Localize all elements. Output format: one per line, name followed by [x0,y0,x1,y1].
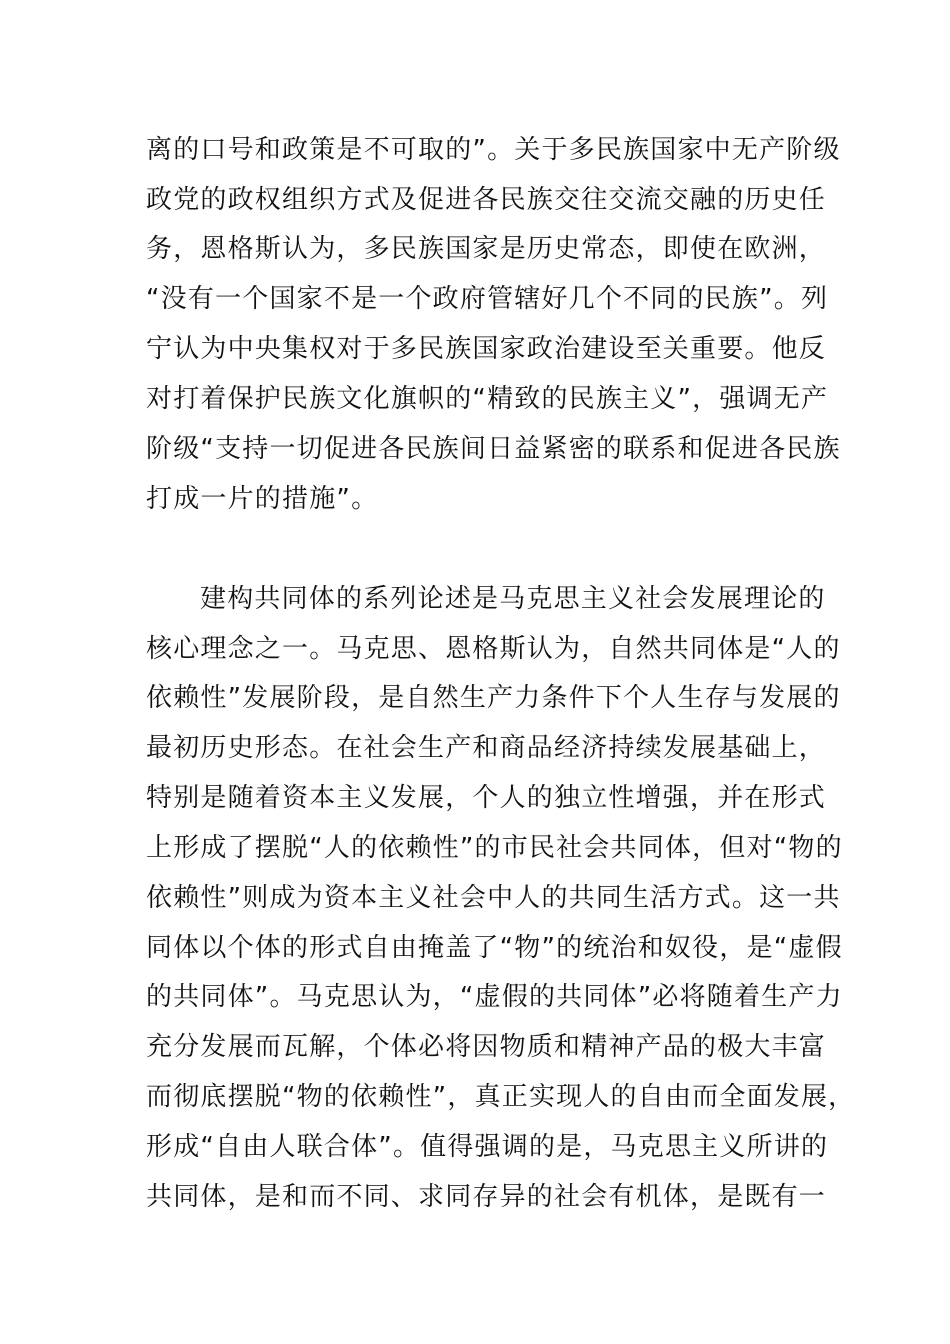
text-line: 建构共同体的系列论述是马克思主义社会发展理论的 [200,584,826,614]
text-line: 共同体，是和而不同、求同存异的社会有机体，是既有一 [146,1182,827,1212]
text-line: 离的口号和政策是不可取的”。关于多民族国家中无产阶级 [146,135,841,165]
text-line: 阶级“支持一切促进各民族间日益紧密的联系和促进各民族 [146,434,841,464]
text-line: “没有一个国家不是一个政府管辖好几个不同的民族”。列 [146,284,829,314]
text-line: 的共同体”。马克思认为，“虚假的共同体”必将随着生产力 [146,982,843,1012]
text-line: 特别是随着资本主义发展，个人的独立性增强，并在形式 [146,783,827,813]
text-line: 对打着保护民族文化旗帜的“精致的民族主义”，强调无产 [146,384,829,414]
text-line: 最初历史形态。在社会生产和商品经济持续发展基础上， [146,733,827,763]
text-line: 同体以个体的形式自由掩盖了“物”的统治和奴役，是“虚假 [146,933,843,963]
text-line: 核心理念之一。马克思、恩格斯认为，自然共同体是“人的 [146,634,841,664]
text-line: 充分发展而瓦解，个体必将因物质和精神产品的极大丰富 [146,1032,827,1062]
text-line: 务，恩格斯认为，多民族国家是历史常态，即使在欧洲， [146,234,827,264]
text-line: 形成“自由人联合体”。值得强调的是，马克思主义所讲的 [146,1132,829,1162]
text-line: 依赖性”则成为资本主义社会中人的共同生活方式。这一共 [146,883,841,913]
text-line: 宁认为中央集权对于多民族国家政治建设至关重要。他反 [146,334,827,364]
text-line: 依赖性”发展阶段，是自然生产力条件下个人生存与发展的 [146,683,841,713]
text-line: 上形成了摆脱“人的依赖性”的市民社会共同体，但对“物的 [146,833,843,863]
text-line: 政党的政权组织方式及促进各民族交往交流交融的历史任 [146,185,827,215]
text-line: 打成一片的措施”。 [146,484,379,514]
text-line: 而彻底摆脱“物的依赖性”，真正实现人的自由而全面发展， [146,1082,856,1112]
